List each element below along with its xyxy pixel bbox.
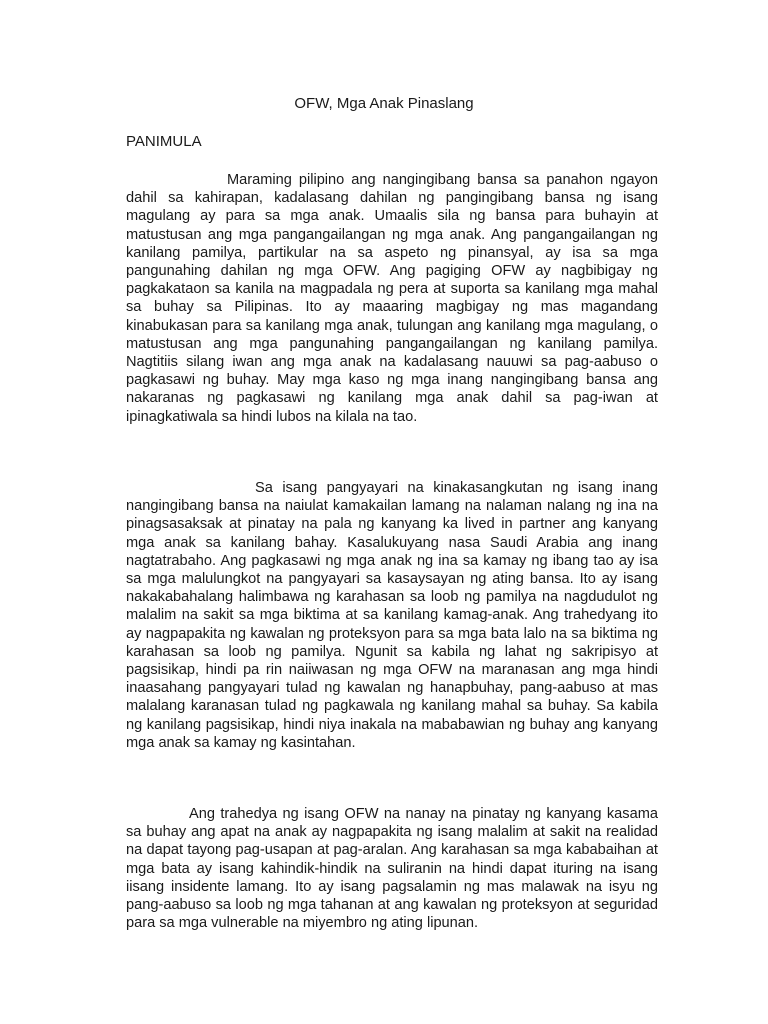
paragraph-reflection: Ang trahedya ng isang OFW na nanay na pinatay ng kanyang kasama sa buhay ang apat na anak ay nagpapakita ng isang malalim at sakit na realidad na dapat tayong pag-usapan at pag-aralan. Ang karahasan sa mga kababaihan at mga bata ay isang kahindik-hindik na suliranin na hindi dapat ituring na isang iisang insidente lamang. Ito ay isang pagsalamin ng mas malawak na isyu ng pang-aabuso sa loob ng mga tahanan at ang kawalan ng proteksyon at seguridad para sa mga vulnerable na miyembro ng ating lipunan.	[126, 806, 658, 932]
paragraph-introduction: Maraming pilipino ang nangingibang bansa sa panahon ngayon dahil sa kahirapan, kadalasang dahilan ng pangingibang bansa ng isang magulang ay para sa mga anak. Umaalis sila ng bansa para buhayin at matustusan ang mga pangangailangan ng mga anak. Ang pangangailangan ng kanilang pamilya, partikular na sa aspeto ng pinansyal, ay isa sa mga pangunahing dahilan ng mga OFW. Ang pagiging OFW ay nagbibigay ng pagkakataon sa kanila na magpadala ng pera at suporta sa kanilang mga mahal sa buhay sa Pilipinas. Ito ay maaaring magbigay ng mas magandang kinabukasan para sa kanilang mga anak, tulungan ang kanilang mga magulang, o matustusan ang mga pangunahing pangangailangan ng kanilang pamilya. Nagtitiis silang iwan ang mga anak na kadalasang nauuwi sa pag-aabuso o pagkasawi ng buhay. May mga kaso ng mga inang nangingibang bansa ang nakaranas ng pagkasawi ng kanilang mga anak dahil sa pag-iwan at ipinagkatiwala sa hindi lubos na kilala na tao.	[126, 172, 658, 425]
section-heading: PANIMULA	[126, 133, 202, 150]
document-title: OFW, Mga Anak Pinaslang	[294, 95, 474, 112]
paragraph-incident: Sa isang pangyayari na kinakasangkutan ng isang inang nangingibang bansa na naiulat kamakailan lamang na nalaman nalang ng ina na pinagsasaksak at pinatay na pala ng kanyang ka lived in partner ang kanyang mga anak sa kanilang bahay. Kasalukuyang nasa Saudi Arabia ang inang nagtatrabaho. Ang pagkasawi ng mga anak ng ina sa kamay ng ibang tao ay isa sa mga malulungkot na pangyayari sa kasaysayan ng ating bansa. Ito ay isang nakakabahalang halimbawa ng karahasan sa loob ng pamilya na nagdudulot ng malalim na sakit sa mga biktima at sa kanilang kamag-anak. Ang trahedyang ito ay nagpapakita ng kawalan ng proteksyon para sa mga bata lalo na sa biktima ng karahasan sa loob ng pamilya. Ngunit sa kabila ng lahat ng sakripisyo at pagsisikap, hindi pa rin naiiwasan ng mga OFW na maranasan ang mga hindi inaasahang pangyayari tulad ng kawalan ng hanapbuhay, pang-aabuso at mas malalang karanasan tulad ng pagkawala ng kanilang mahal sa buhay. Sa kabila ng kanilang pagsisikap, hindi niya inakala na mababawian ng buhay ang kanyang mga anak sa kamay ng kasintahan.	[126, 480, 658, 751]
